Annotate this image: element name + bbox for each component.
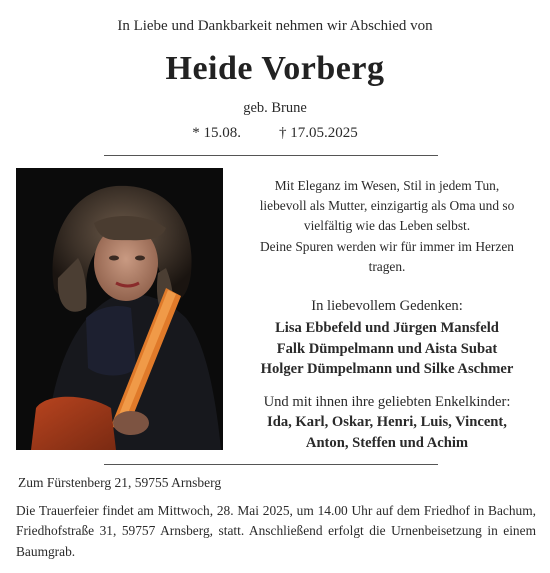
deceased-name: Heide Vorberg xyxy=(165,50,385,87)
intro-line: In Liebe und Dankbarkeit nehmen wir Abschied von xyxy=(117,18,433,34)
grandchildren-heading: Und mit ihnen ihre geliebten Enkelkinder: xyxy=(263,394,511,410)
death-date: † 17.05.2025 xyxy=(279,125,358,141)
poem-line: Deine Spuren werden wir für immer im Herzen xyxy=(260,238,514,254)
poem-line: vielfältig wie das Leben selbst. xyxy=(303,218,471,234)
birth-date: * 15.08. xyxy=(192,125,241,141)
poem-line: liebevoll als Mutter, einzigartig als Oma und so xyxy=(259,198,515,214)
poem xyxy=(238,176,536,277)
mourner-line: Lisa Ebbefeld und Jürgen Mansfeld xyxy=(275,320,499,336)
portrait-photo-icon xyxy=(16,168,223,450)
grandchildren-line: Ida, Karl, Oskar, Henri, Luis, Vincent, xyxy=(267,414,507,430)
poem-line: tragen. xyxy=(368,258,406,274)
grandchildren-list xyxy=(238,412,536,453)
divider-bottom xyxy=(104,464,438,465)
grandchildren-line: Anton, Steffen und Achim xyxy=(305,434,469,451)
poem-line: Mit Eleganz im Wesen, Stil in jedem Tun, xyxy=(274,178,500,193)
mourner-line: Falk Dümpelmann und Aista Subat xyxy=(276,340,498,357)
life-dates xyxy=(0,125,550,142)
mourner-line: Holger Dümpelmann und Silke Aschmer xyxy=(260,361,514,377)
mourners-heading: In liebevollem Gedenken: xyxy=(311,298,463,314)
mourners-list xyxy=(238,318,536,380)
portrait-photo xyxy=(16,168,223,450)
maiden-name: geb. Brune xyxy=(243,100,307,116)
address: Zum Fürstenberg 21, 59755 Arnsberg xyxy=(18,475,222,490)
funeral-notice: Die Trauerfeier findet am Mittwoch, 28. Mai 2025, um 14.00 Uhr auf dem Friedhof in Bachum, Friedhofstraße 31, 59757 Arnsberg, statt. Anschließend erfolgt die Urnenbeisetzung in einem Baumgrab. xyxy=(16,503,536,559)
divider-top xyxy=(104,155,438,156)
